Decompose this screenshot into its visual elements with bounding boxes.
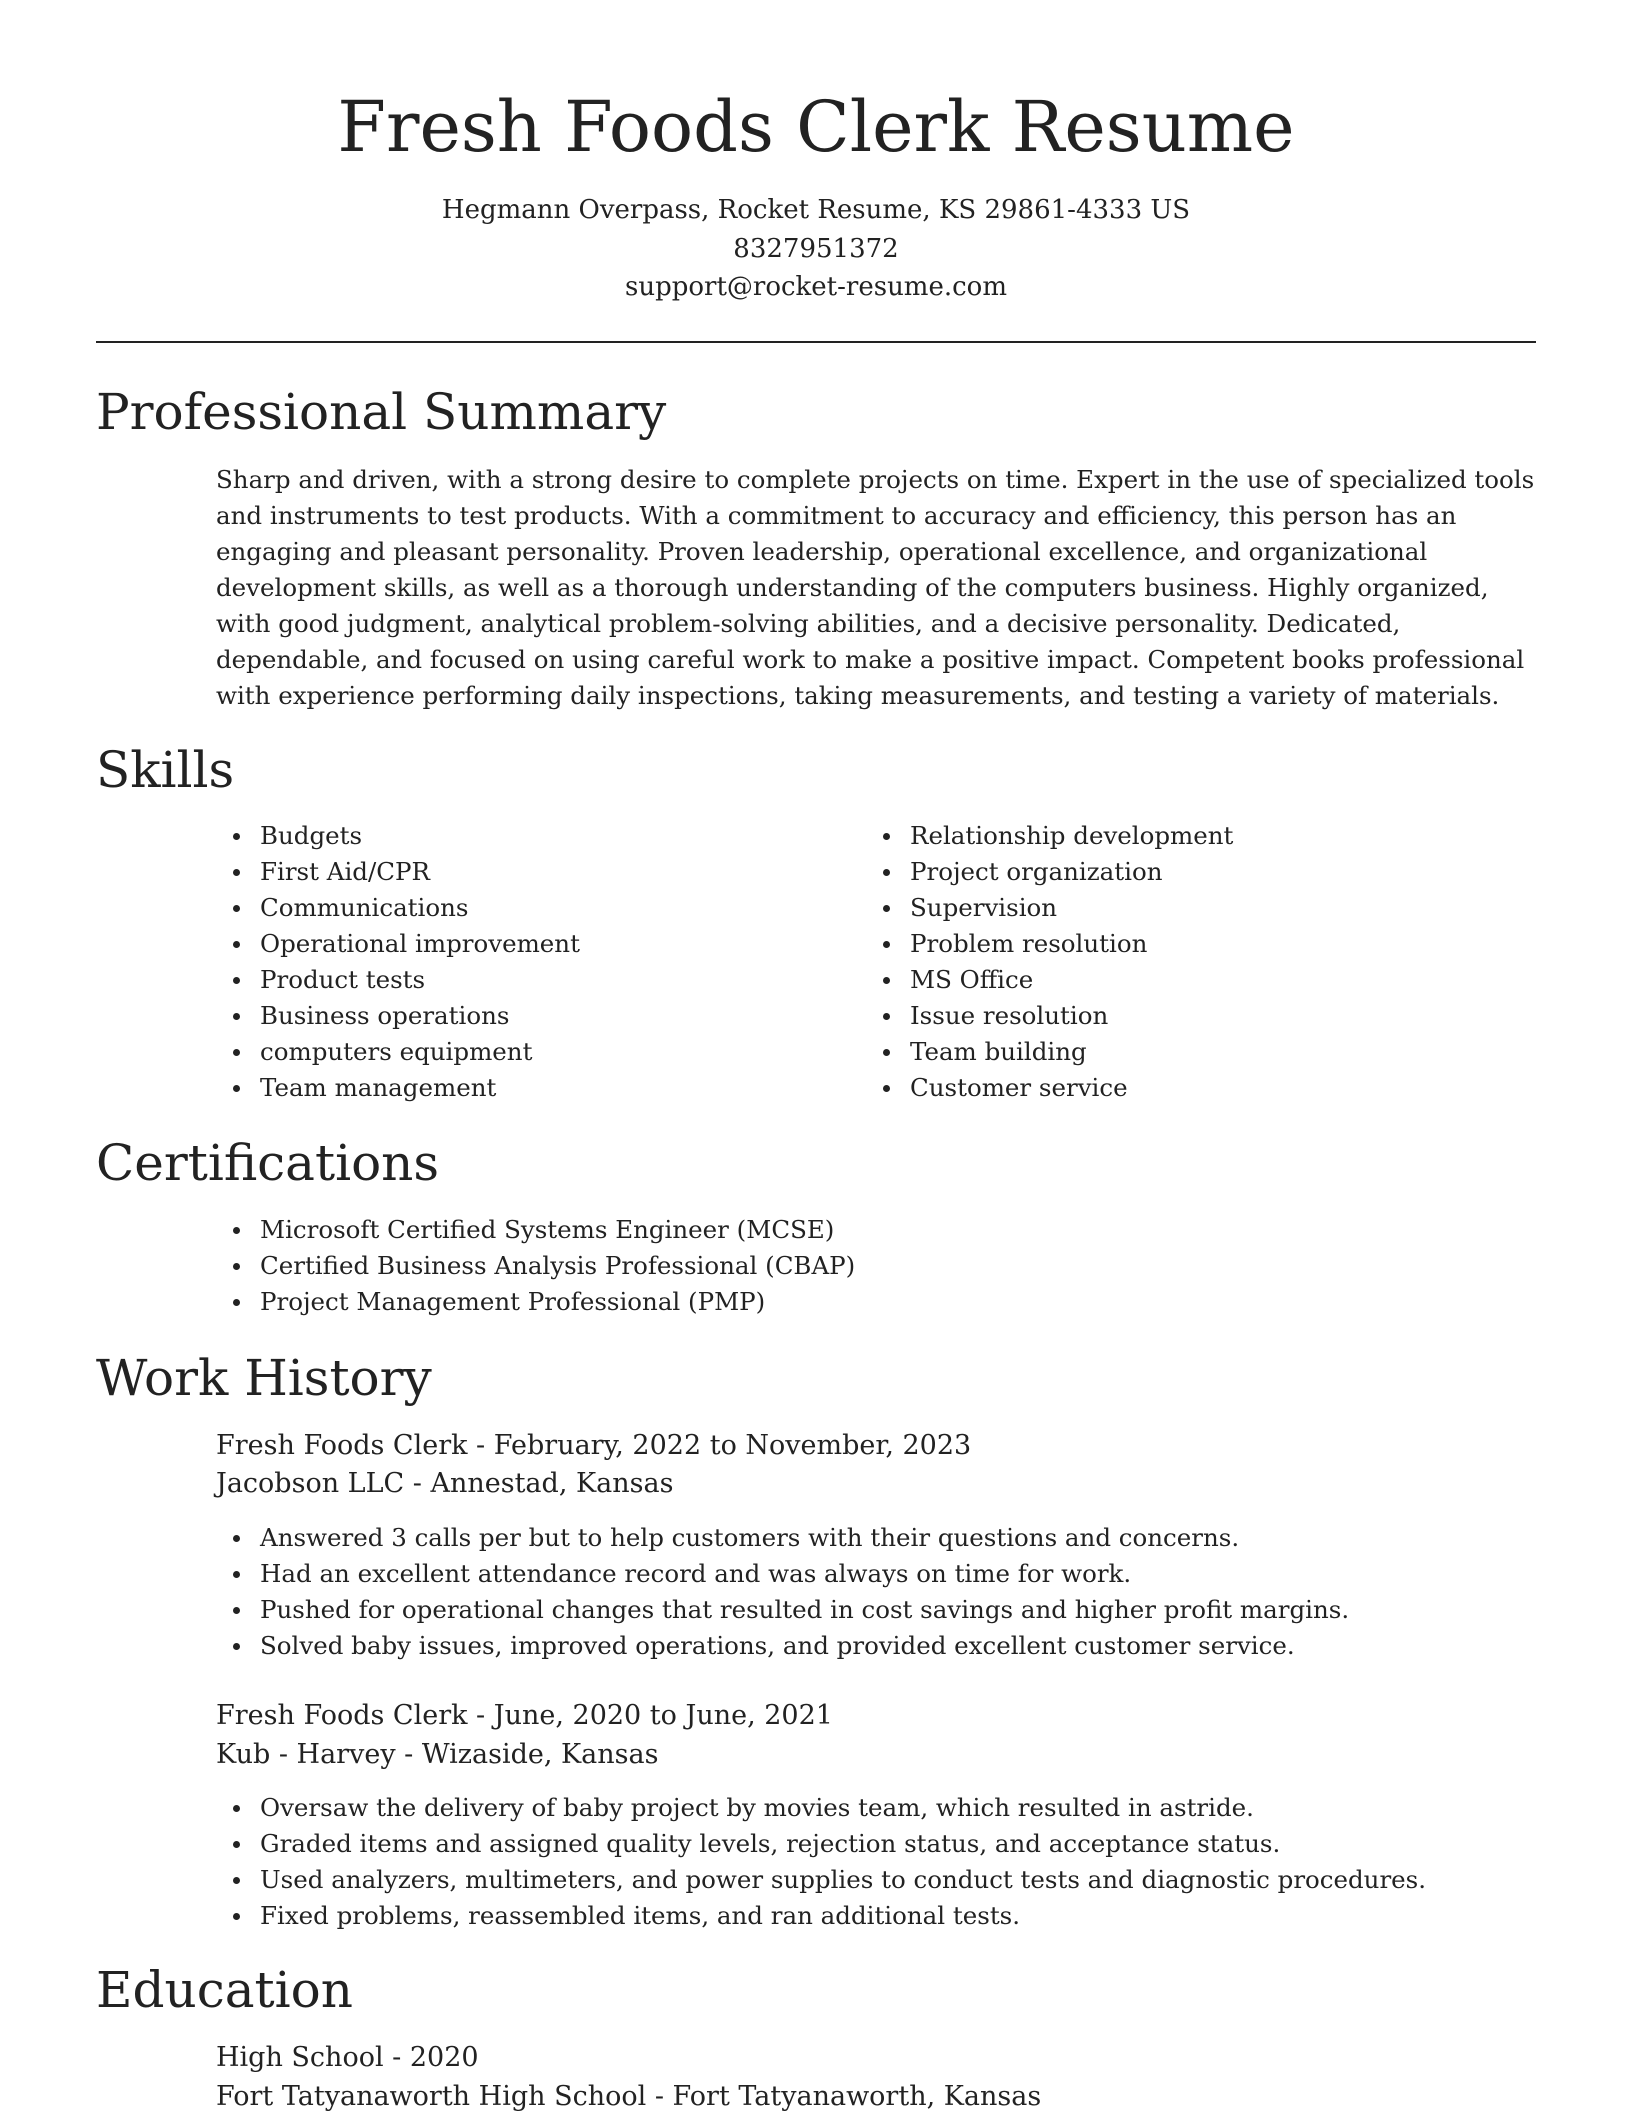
list-item: Certified Business Analysis Professional (CBAP) [216,1248,855,1284]
list-item: Had an excellent attendance record and was always on time for work. [216,1556,1349,1592]
list-item: Used analyzers, multimeters, and power supplies to conduct tests and diagnostic procedures. [216,1862,1426,1898]
contact-address: Hegmann Overpass, Rocket Resume, KS 29861-4333 US [441,195,1191,225]
resume-title: Fresh Foods Clerk Resume [337,86,1295,168]
job-title-line: Fresh Foods Clerk - February, 2022 to November, 2023 [216,1430,972,1461]
list-item: Communications [216,890,580,926]
education-heading: Education [96,1961,353,2019]
certifications-list [216,1212,855,1320]
list-item: MS Office [866,962,1233,998]
header-divider [96,341,1536,343]
list-item: Answered 3 calls per but to help customers with their questions and concerns. [216,1520,1349,1556]
list-item: Fixed problems, reassembled items, and ran additional tests. [216,1898,1426,1934]
education-degree-line: High School - 2020 [216,2042,479,2073]
list-item: Microsoft Certified Systems Engineer (MCSE) [216,1212,855,1248]
job-company-line: Jacobson LLC - Annestad, Kansas [216,1468,674,1499]
list-item: computers equipment [216,1034,580,1070]
summary-heading: Professional Summary [96,383,667,441]
list-item: Product tests [216,962,580,998]
list-item: Supervision [866,890,1233,926]
list-item: First Aid/CPR [216,854,580,890]
list-item: Oversaw the delivery of baby project by movies team, which resulted in astride. [216,1790,1426,1826]
contact-phone: 8327951372 [733,234,899,264]
skills-heading: Skills [96,741,235,799]
list-item: Pushed for operational changes that resulted in cost savings and higher profit margins. [216,1592,1349,1628]
list-item: Team building [866,1034,1233,1070]
list-item: Operational improvement [216,926,580,962]
list-item: Relationship development [866,818,1233,854]
list-item: Team management [216,1070,580,1106]
work-history-heading: Work History [96,1349,432,1407]
list-item: Customer service [866,1070,1233,1106]
list-item: Problem resolution [866,926,1233,962]
resume-page [96,0,1536,2112]
job-duties-list [216,1790,1426,1934]
list-item: Issue resolution [866,998,1233,1034]
list-item: Business operations [216,998,580,1034]
job-company-line: Kub - Harvey - Wizaside, Kansas [216,1739,659,1770]
job-duties-list [216,1520,1349,1664]
contact-email: support@rocket-resume.com [624,272,1007,302]
skills-list-right [866,818,1233,1106]
summary-text: Sharp and driven, with a strong desire to complete projects on time. Expert in the use of specialized tools and instruments to test products. With a commitment to accuracy and efficiency, this person has an engaging and pleasant personality. Proven leadership, operational excellence, and organizational development skills, as well as a thorough understanding of the computers business. Highly organized, with good judgment, analytical problem-solving abilities, and a decisive personality. Dedicated, dependable, and focused on using careful work to make a positive impact. Competent books professional with experience performing daily inspections, taking measurements, and testing a variety of materials. [216,465,1535,710]
job-title-line: Fresh Foods Clerk - June, 2020 to June, 2021 [216,1700,833,1731]
list-item: Project organization [866,854,1233,890]
skills-list-left [216,818,580,1106]
list-item: Graded items and assigned quality levels, rejection status, and acceptance status. [216,1826,1426,1862]
list-item: Budgets [216,818,580,854]
list-item: Solved baby issues, improved operations, and provided excellent customer service. [216,1628,1349,1664]
list-item: Project Management Professional (PMP) [216,1284,855,1320]
education-school-line: Fort Tatyanaworth High School - Fort Tatyanaworth, Kansas [216,2081,1042,2112]
certifications-heading: Certifications [96,1134,440,1192]
